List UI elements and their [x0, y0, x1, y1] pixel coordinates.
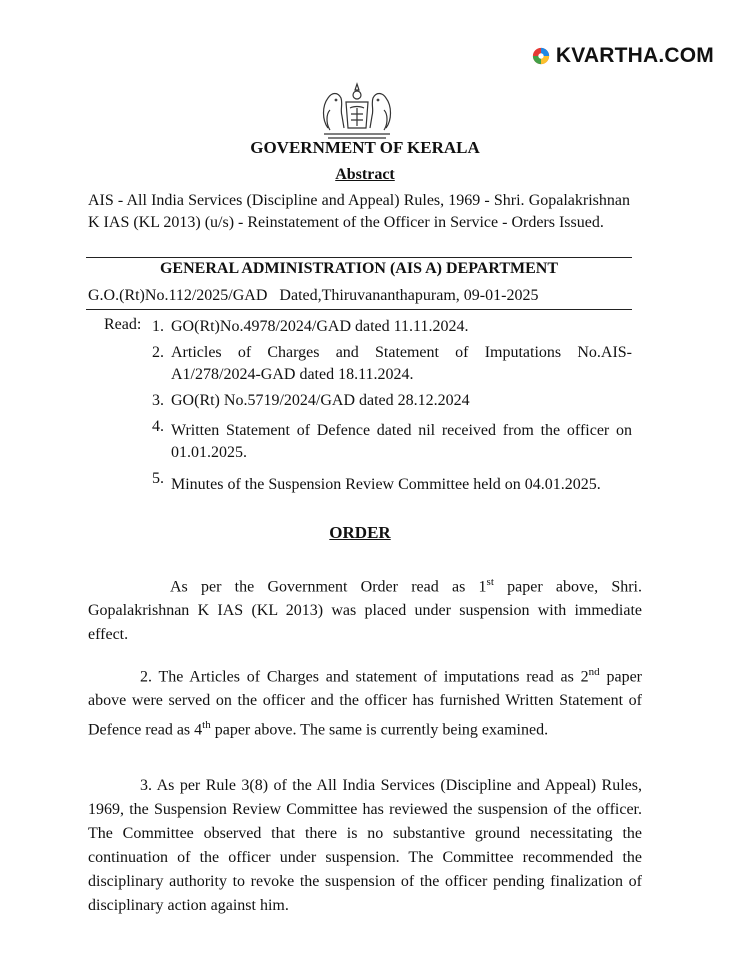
- reference-number: 1.: [152, 318, 164, 335]
- watermark-text: KVARTHA.COM: [555, 44, 714, 67]
- government-title: GOVERNMENT OF KERALA: [250, 138, 480, 157]
- order-heading: ORDER: [329, 523, 391, 542]
- go-reference-line: [88, 287, 538, 305]
- reference-number: 2.: [152, 344, 164, 361]
- reference-item: [152, 420, 632, 464]
- reference-item: [152, 316, 632, 338]
- reference-number: 5.: [152, 470, 164, 487]
- kvartha-watermark: [532, 44, 714, 68]
- reference-text: GO(Rt)No.4978/2024/GAD dated 11.11.2024.: [171, 318, 469, 335]
- order-paragraph-2: 2. The Articles of Charges and statement of imputations read as 2nd paper above were served on the officer and the officer has furnished Written Statement of Defence read as 4th paper above. The same is currently being examined.: [88, 666, 642, 739]
- reference-number: 4.: [152, 418, 164, 435]
- department-heading: GENERAL ADMINISTRATION (AIS A) DEPARTMENT: [159, 260, 558, 277]
- reference-text: Articles of Charges and Statement of Imputations No.AIS-A1/278/2024-GAD dated 18.11.2024.: [171, 344, 632, 383]
- reference-item: [152, 390, 632, 412]
- kvartha-logo-icon: [532, 47, 550, 65]
- reference-item: [152, 342, 632, 386]
- abstract-heading: Abstract: [335, 166, 395, 183]
- go-date: Dated,Thiruvananthapuram, 09-01-2025: [279, 287, 539, 304]
- reference-number: 3.: [152, 392, 164, 409]
- order-paragraph-3: 3. As per Rule 3(8) of the All India Services (Discipline and Appeal) Rules, 1969, the Suspension Review Committee has reviewed the suspension of the officer. The Committee observed that there is no substantive ground necessitating the continuation of the officer under suspension. The Committee recommended the disciplinary authority to revoke the suspension of the officer pending finalization of disciplinary action against him.: [88, 777, 642, 914]
- go-number: G.O.(Rt)No.112/2025/GAD: [88, 287, 268, 304]
- reference-text: Written Statement of Defence dated nil received from the officer on 01.01.2025.: [171, 422, 632, 461]
- reference-item: [152, 472, 632, 498]
- reference-text: GO(Rt) No.5719/2024/GAD dated 28.12.2024: [171, 392, 470, 409]
- reference-text: Minutes of the Suspension Review Committee held on 04.01.2025.: [171, 476, 601, 493]
- kerala-state-emblem-icon: [316, 80, 398, 140]
- subject-text: AIS - All India Services (Discipline and Appeal) Rules, 1969 - Shri. Gopalakrishnan K IAS (KL 2013) (u/s) - Reinstatement of the Officer in Service - Orders Issued.: [88, 192, 630, 231]
- order-paragraph-1: As per the Government Order read as 1st paper above, Shri. Gopalakrishnan K IAS (KL 2013) was placed under suspension with immediate effect.: [88, 576, 642, 644]
- read-label: Read:: [104, 316, 142, 333]
- divider-bottom: [86, 309, 632, 310]
- divider-top: [86, 257, 632, 258]
